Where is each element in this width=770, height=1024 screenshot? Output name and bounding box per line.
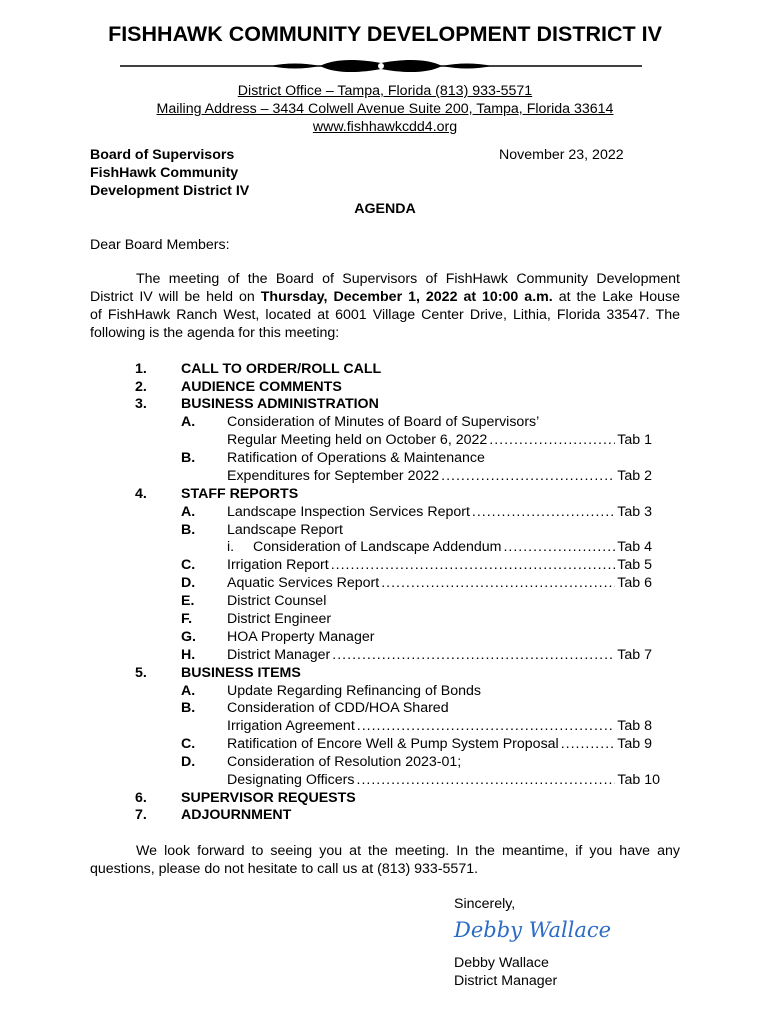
intro-line-1: The meeting of the Board of Supervisors of FishHawk Community Development bbox=[136, 271, 680, 287]
agenda-5d-line-1: Consideration of Resolution 2023-01; bbox=[227, 754, 462, 770]
agenda-5b-line-2: Irrigation Agreement bbox=[227, 718, 355, 734]
agenda-4h-letter: H. bbox=[181, 647, 196, 663]
agenda-5b-line-1: Consideration of CDD/HOA Shared bbox=[227, 700, 449, 716]
website-link[interactable]: www.fishhawkcdd4.org bbox=[312, 119, 458, 135]
agenda-4b-letter: B. bbox=[181, 522, 196, 538]
agenda-5d-line-2: Designating Officers bbox=[227, 772, 355, 788]
agenda-3a-tab: Tab 1 bbox=[617, 432, 652, 448]
agenda-4d-row bbox=[227, 574, 652, 592]
leader-dots bbox=[441, 467, 615, 485]
agenda-3a-row bbox=[227, 431, 652, 449]
closing-paragraph bbox=[90, 842, 680, 878]
agenda-4h-row bbox=[227, 646, 652, 664]
agenda-4c-tab: Tab 5 bbox=[617, 557, 652, 573]
agenda-heading: AGENDA bbox=[354, 201, 416, 217]
agenda-5d-letter: D. bbox=[181, 754, 196, 770]
intro-paragraph bbox=[90, 270, 680, 342]
agenda-4c-text: Irrigation Report bbox=[227, 557, 329, 573]
agenda-4g-letter: G. bbox=[181, 629, 196, 645]
agenda-item-2-number: 2. bbox=[135, 379, 147, 395]
addressee-line-3: Development District IV bbox=[90, 183, 250, 199]
agenda-5a-text: Update Regarding Refinancing of Bonds bbox=[227, 683, 481, 699]
agenda-4h-tab: Tab 7 bbox=[617, 647, 652, 663]
sincerely: Sincerely, bbox=[454, 896, 516, 912]
agenda-4b-text: Landscape Report bbox=[227, 522, 343, 538]
agenda-5b-letter: B. bbox=[181, 700, 196, 716]
agenda-item-7-title: ADJOURNMENT bbox=[181, 807, 292, 823]
leader-dots bbox=[357, 717, 616, 735]
addressee-line-1: Board of Supervisors bbox=[90, 147, 235, 163]
agenda-5a-letter: A. bbox=[181, 683, 196, 699]
meeting-datetime: Thursday, December 1, 2022 at 10:00 a.m. bbox=[260, 289, 553, 305]
intro-line-2c: at the Lake House bbox=[552, 289, 680, 305]
intro-line-3: of FishHawk Ranch West, located at 6001 Village Center Drive, Lithia, Florida 33547. The bbox=[90, 307, 680, 323]
agenda-3a-line-1: Consideration of Minutes of Board of Supervisors’ bbox=[227, 414, 540, 430]
agenda-3b-letter: B. bbox=[181, 450, 196, 466]
leader-dots bbox=[332, 646, 615, 664]
signer-title: District Manager bbox=[454, 973, 558, 989]
intro-line-4: following is the agenda for this meeting: bbox=[90, 325, 340, 341]
agenda-5b-row bbox=[227, 717, 652, 735]
agenda-item-1-title: CALL TO ORDER/ROLL CALL bbox=[181, 361, 382, 377]
agenda-4a-text: Landscape Inspection Services Report bbox=[227, 504, 470, 520]
signer-name: Debby Wallace bbox=[454, 955, 549, 971]
agenda-3b-row bbox=[227, 467, 652, 485]
agenda-4d-tab: Tab 6 bbox=[617, 575, 652, 591]
agenda-item-4-title: STAFF REPORTS bbox=[181, 486, 299, 502]
agenda-4c-row bbox=[227, 556, 652, 574]
agenda-item-7-number: 7. bbox=[135, 807, 147, 823]
agenda-4a-tab: Tab 3 bbox=[617, 504, 652, 520]
intro-line-2a: District IV will be held on bbox=[90, 289, 261, 305]
agenda-4c-letter: C. bbox=[181, 557, 196, 573]
agenda-3a-letter: A. bbox=[181, 414, 196, 430]
agenda-5c-row bbox=[227, 735, 652, 753]
agenda-5d-tab: Tab 10 bbox=[617, 772, 660, 788]
agenda-item-6-number: 6. bbox=[135, 790, 147, 806]
salutation: Dear Board Members: bbox=[90, 237, 230, 253]
district-title: FISHHAWK COMMUNITY DEVELOPMENT DISTRICT IV bbox=[108, 22, 662, 46]
agenda-4b-i-row bbox=[253, 538, 652, 556]
agenda-item-2-title: AUDIENCE COMMENTS bbox=[181, 379, 342, 395]
agenda-4b-i-tab: Tab 4 bbox=[617, 539, 652, 555]
leader-dots bbox=[331, 556, 616, 574]
addressee-line-2: FishHawk Community bbox=[90, 165, 239, 181]
leader-dots bbox=[381, 574, 615, 592]
agenda-5c-tab: Tab 9 bbox=[617, 736, 652, 752]
agenda-3a-line-2: Regular Meeting held on October 6, 2022 bbox=[227, 432, 488, 448]
closing-line-2: questions, please do not hesitate to call us at (813) 933-5571. bbox=[90, 861, 479, 877]
agenda-4f-letter: F. bbox=[181, 611, 193, 627]
agenda-4e-letter: E. bbox=[181, 593, 195, 609]
leader-dots bbox=[489, 431, 615, 449]
agenda-item-3-number: 3. bbox=[135, 396, 147, 412]
agenda-item-5-title: BUSINESS ITEMS bbox=[181, 665, 301, 681]
ornamental-divider bbox=[120, 57, 642, 75]
agenda-3b-tab: Tab 2 bbox=[617, 468, 652, 484]
leader-dots bbox=[561, 735, 616, 753]
agenda-5c-text: Ratification of Encore Well & Pump System Proposal bbox=[227, 736, 559, 752]
mailing-address-line: Mailing Address – 3434 Colwell Avenue Suite 200, Tampa, Florida 33614 bbox=[156, 101, 614, 117]
agenda-item-6-title: SUPERVISOR REQUESTS bbox=[181, 790, 356, 806]
agenda-4a-letter: A. bbox=[181, 504, 196, 520]
leader-dots bbox=[472, 503, 615, 521]
agenda-3b-line-2: Expenditures for September 2022 bbox=[227, 468, 440, 484]
agenda-item-5-number: 5. bbox=[135, 665, 147, 681]
agenda-item-1-number: 1. bbox=[135, 361, 147, 377]
agenda-4d-letter: D. bbox=[181, 575, 196, 591]
agenda-4h-text: District Manager bbox=[227, 647, 331, 663]
agenda-3b-line-1: Ratification of Operations & Maintenance bbox=[227, 450, 485, 466]
agenda-4b-i-text: Consideration of Landscape Addendum bbox=[253, 539, 502, 555]
agenda-4b-i-number: i. bbox=[227, 539, 235, 555]
agenda-4d-text: Aquatic Services Report bbox=[227, 575, 380, 591]
agenda-4g-text: HOA Property Manager bbox=[227, 629, 375, 645]
district-office-line: District Office – Tampa, Florida (813) 933-5571 bbox=[237, 83, 533, 99]
agenda-item-3-title: BUSINESS ADMINISTRATION bbox=[181, 396, 379, 412]
leader-dots bbox=[357, 771, 616, 789]
agenda-5d-row bbox=[227, 771, 660, 789]
intro-line-2 bbox=[90, 288, 680, 306]
handwritten-signature: Debby Wallace bbox=[454, 918, 612, 942]
leader-dots bbox=[503, 538, 615, 556]
agenda-5c-letter: C. bbox=[181, 736, 196, 752]
agenda-item-4-number: 4. bbox=[135, 486, 147, 502]
agenda-4f-text: District Engineer bbox=[227, 611, 332, 627]
agenda-5b-tab: Tab 8 bbox=[617, 718, 652, 734]
letter-date: November 23, 2022 bbox=[499, 147, 624, 163]
closing-line-1: We look forward to seeing you at the meeting. In the meantime, if you have any bbox=[136, 843, 680, 859]
agenda-4a-row bbox=[227, 503, 652, 521]
agenda-4e-text: District Counsel bbox=[227, 593, 327, 609]
